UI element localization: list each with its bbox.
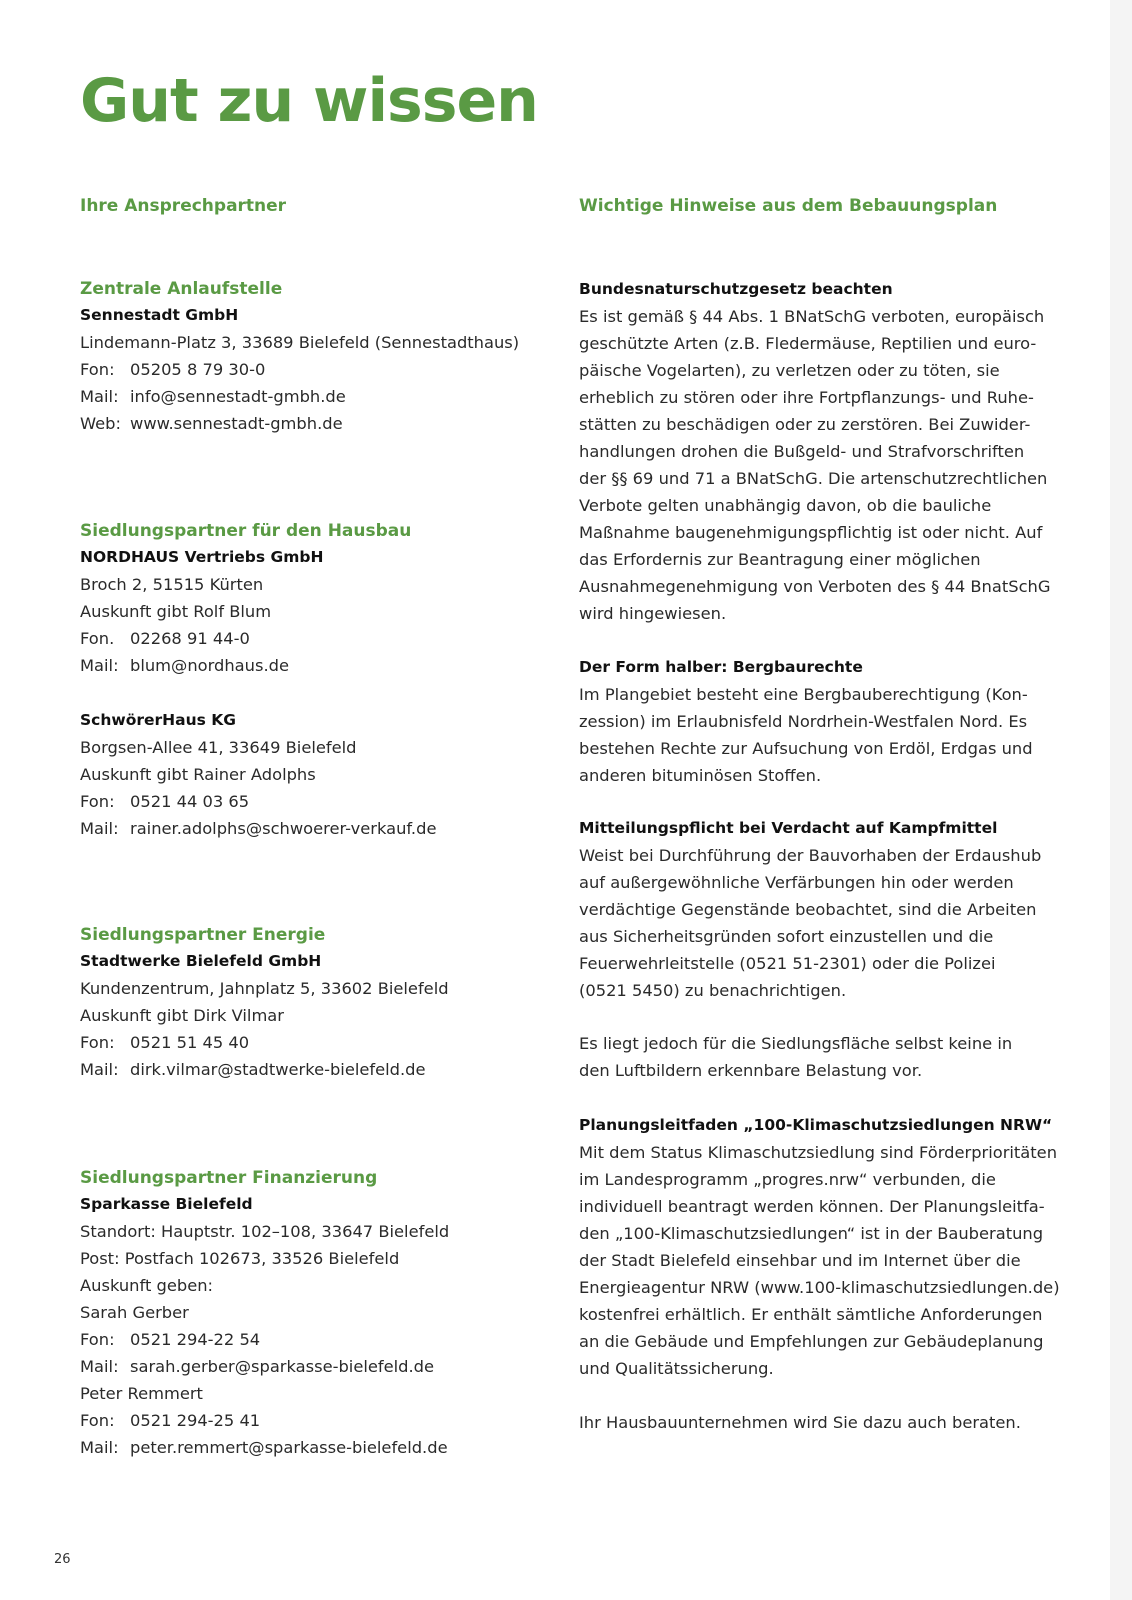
energie-block: [80, 922, 550, 1083]
person1-mail: [80, 1353, 550, 1380]
text-line: Maßnahme baugenehmigungspflichtig ist oder nicht. Auf: [579, 523, 1043, 542]
person2-fon: [80, 1407, 550, 1434]
mail-label: Mail:: [80, 656, 119, 675]
text-line: den Luftbildern erkennbare Belastung vor.: [579, 1061, 923, 1080]
schwoerer-address: Borgsen-Allee 41, 33649 Bielefeld: [80, 738, 357, 757]
mail-link[interactable]: sarah.gerber@sparkasse-bielefeld.de: [130, 1357, 435, 1376]
right-column-heading: Wichtige Hinweise aus dem Bebauungsplan: [579, 196, 998, 216]
person2-mail: [80, 1434, 550, 1461]
hausbau-heading: Siedlungspartner für den Hausbau: [80, 521, 412, 541]
naturschutz-text: [579, 303, 1069, 627]
naturschutz-heading: Bundesnaturschutzgesetz beachten: [579, 280, 893, 298]
fon-value: 05205 8 79 30-0: [130, 360, 266, 379]
fon-label: Fon:: [80, 360, 115, 379]
text-line: (0521 5450) zu benachrichtigen.: [579, 981, 847, 1000]
text-line: Im Plangebiet besteht eine Bergbauberechtigung (Kon-: [579, 685, 1028, 704]
text-line: päische Vogelarten), zu verletzen oder zu töten, sie: [579, 361, 1000, 380]
bergbau-section: [579, 654, 1069, 789]
text-line: an die Gebäude und Empfehlungen zur Gebäudeplanung: [579, 1332, 1044, 1351]
text-line: anderen bituminösen Stoffen.: [579, 766, 822, 785]
nordhaus-fon: [80, 625, 550, 652]
page-number: 26: [54, 1552, 71, 1567]
nordhaus-address: Broch 2, 51515 Kürten: [80, 575, 264, 594]
fon-label: Fon:: [80, 1411, 115, 1430]
mail-label: Mail:: [80, 387, 119, 406]
text-line: das Erfordernis zur Beantragung einer möglichen: [579, 550, 981, 569]
text-line: der §§ 69 und 71 a BNatSchG. Die artenschutzrechtlichen: [579, 469, 1048, 488]
finanzierung-post: Post: Postfach 102673, 33526 Bielefeld: [80, 1249, 400, 1268]
mail-label: Mail:: [80, 1357, 119, 1376]
text-line: Weist bei Durchführung der Bauvorhaben der Erdaushub: [579, 846, 1042, 865]
zentrale-mail: [80, 383, 550, 410]
finanzierung-auskunft: Auskunft geben:: [80, 1276, 214, 1295]
finanzierung-company: Sparkasse Bielefeld: [80, 1195, 253, 1213]
nordhaus-contact: Auskunft gibt Rolf Blum: [80, 602, 272, 621]
energie-contact: Auskunft gibt Dirk Vilmar: [80, 1006, 284, 1025]
person1-fon: [80, 1326, 550, 1353]
zentrale-block: [80, 276, 550, 437]
schwoerer-company: SchwörerHaus KG: [80, 711, 236, 729]
luftbild-note: [579, 1030, 1069, 1084]
zentrale-address: Lindemann-Platz 3, 33689 Bielefeld (Sennestadthaus): [80, 333, 520, 352]
text-line: individuell beantragt werden können. Der Planungsleitfa-: [579, 1197, 1045, 1216]
mail-label: Mail:: [80, 1438, 119, 1457]
fon-value: 02268 91 44-0: [130, 629, 250, 648]
klimaschutz-heading: Planungsleitfaden „100-Klimaschutzsiedlungen NRW“: [579, 1116, 1053, 1134]
mail-link[interactable]: peter.remmert@sparkasse-bielefeld.de: [130, 1438, 448, 1457]
mail-label: Mail:: [80, 819, 119, 838]
mail-label: Mail:: [80, 1060, 119, 1079]
fon-label: Fon:: [80, 1033, 115, 1052]
text-line: und Qualitätssicherung.: [579, 1359, 774, 1378]
fon-value: 0521 294-25 41: [130, 1411, 261, 1430]
text-line: auf außergewöhnliche Verfärbungen hin oder werden: [579, 873, 1014, 892]
nordhaus-mail: [80, 652, 550, 679]
contact-person-2: Peter Remmert: [80, 1384, 203, 1403]
kampfmittel-heading: Mitteilungspflicht bei Verdacht auf Kampfmittel: [579, 819, 998, 837]
schwoerer-mail: [80, 815, 550, 842]
zentrale-heading: Zentrale Anlaufstelle: [80, 279, 283, 299]
text-line: kostenfrei erhältlich. Er enthält sämtliche Anforderungen: [579, 1305, 1043, 1324]
text-line: Es ist gemäß § 44 Abs. 1 BNatSchG verboten, europäisch: [579, 307, 1045, 326]
mail-link[interactable]: dirk.vilmar@stadtwerke-bielefeld.de: [130, 1060, 426, 1079]
kampfmittel-section: [579, 815, 1069, 1004]
text-line: stätten zu beschädigen oder zu zerstören. Bei Zuwider-: [579, 415, 1031, 434]
page-title: Gut zu wissen: [80, 66, 538, 136]
text-line: Mit dem Status Klimaschutzsiedlung sind Förderprioritäten: [579, 1143, 1058, 1162]
text-line: verdächtige Gegenstände beobachtet, sind die Arbeiten: [579, 900, 1037, 919]
mail-link[interactable]: info@sennestadt-gmbh.de: [130, 387, 346, 406]
finanzierung-heading: Siedlungspartner Finanzierung: [80, 1168, 378, 1188]
page-edge: [1110, 0, 1132, 1600]
text-line: geschützte Arten (z.B. Fledermäuse, Reptilien und euro-: [579, 334, 1037, 353]
text-line: Ausnahmegenehmigung von Verboten des § 44 BnatSchG: [579, 577, 1051, 596]
fon-value: 0521 44 03 65: [130, 792, 250, 811]
naturschutz-section: [579, 276, 1069, 627]
zentrale-company: Sennestadt GmbH: [80, 306, 239, 324]
fon-label: Fon.: [80, 629, 115, 648]
hausbau-block: [80, 518, 550, 679]
schwoerer-contact: Auskunft gibt Rainer Adolphs: [80, 765, 316, 784]
energie-heading: Siedlungspartner Energie: [80, 925, 326, 945]
zentrale-fon: [80, 356, 550, 383]
text-line: im Landesprogramm „progres.nrw“ verbunden, die: [579, 1170, 996, 1189]
text-line: bestehen Rechte zur Aufsuchung von Erdöl, Erdgas und: [579, 739, 1033, 758]
fon-label: Fon:: [80, 792, 115, 811]
web-link[interactable]: www.sennestadt-gmbh.de: [130, 414, 343, 433]
klimaschutz-section: [579, 1112, 1069, 1382]
text-line: den „100-Klimaschutzsiedlungen“ ist in der Bauberatung: [579, 1224, 1044, 1243]
text-line: erheblich zu stören oder ihre Fortpflanzungs- und Ruhe-: [579, 388, 1034, 407]
energie-fon: [80, 1029, 550, 1056]
fon-value: 0521 294-22 54: [130, 1330, 261, 1349]
energie-mail: [80, 1056, 550, 1083]
text-line: Energieagentur NRW (www.100-klimaschutzsiedlungen.de): [579, 1278, 1060, 1297]
bergbau-heading: Der Form halber: Bergbaurechte: [579, 658, 863, 676]
left-column-heading: Ihre Ansprechpartner: [80, 196, 287, 216]
hausbau-beratung-note: [579, 1409, 1069, 1436]
schwoerer-fon: [80, 788, 550, 815]
schwoerer-block: [80, 707, 550, 842]
mail-link[interactable]: blum@nordhaus.de: [130, 656, 289, 675]
contact-person-1: Sarah Gerber: [80, 1303, 189, 1322]
mail-link[interactable]: rainer.adolphs@schwoerer-verkauf.de: [130, 819, 437, 838]
energie-address: Kundenzentrum, Jahnplatz 5, 33602 Bielefeld: [80, 979, 449, 998]
nordhaus-company: NORDHAUS Vertriebs GmbH: [80, 548, 324, 566]
fon-label: Fon:: [80, 1330, 115, 1349]
text-line: zession) im Erlaubnisfeld Nordrhein-Westfalen Nord. Es: [579, 712, 1028, 731]
finanzierung-block: [80, 1165, 550, 1461]
zentrale-web: [80, 410, 550, 437]
text-line: der Stadt Bielefeld einsehbar und im Internet über die: [579, 1251, 1021, 1270]
text-line: Es liegt jedoch für die Siedlungsfläche selbst keine in: [579, 1034, 1013, 1053]
text-line: Feuerwehrleitstelle (0521 51-2301) oder die Polizei: [579, 954, 996, 973]
web-label: Web:: [80, 414, 121, 433]
finanzierung-standort: Standort: Hauptstr. 102–108, 33647 Bielefeld: [80, 1222, 450, 1241]
text-line: Verbote gelten unabhängig davon, ob die bauliche: [579, 496, 992, 515]
fon-value: 0521 51 45 40: [130, 1033, 250, 1052]
text-line: Ihr Hausbauunternehmen wird Sie dazu auch beraten.: [579, 1413, 1021, 1432]
text-line: wird hingewiesen.: [579, 604, 727, 623]
text-line: aus Sicherheitsgründen sofort einzustellen und die: [579, 927, 994, 946]
energie-company: Stadtwerke Bielefeld GmbH: [80, 952, 322, 970]
text-line: handlungen drohen die Bußgeld- und Strafvorschriften: [579, 442, 1025, 461]
